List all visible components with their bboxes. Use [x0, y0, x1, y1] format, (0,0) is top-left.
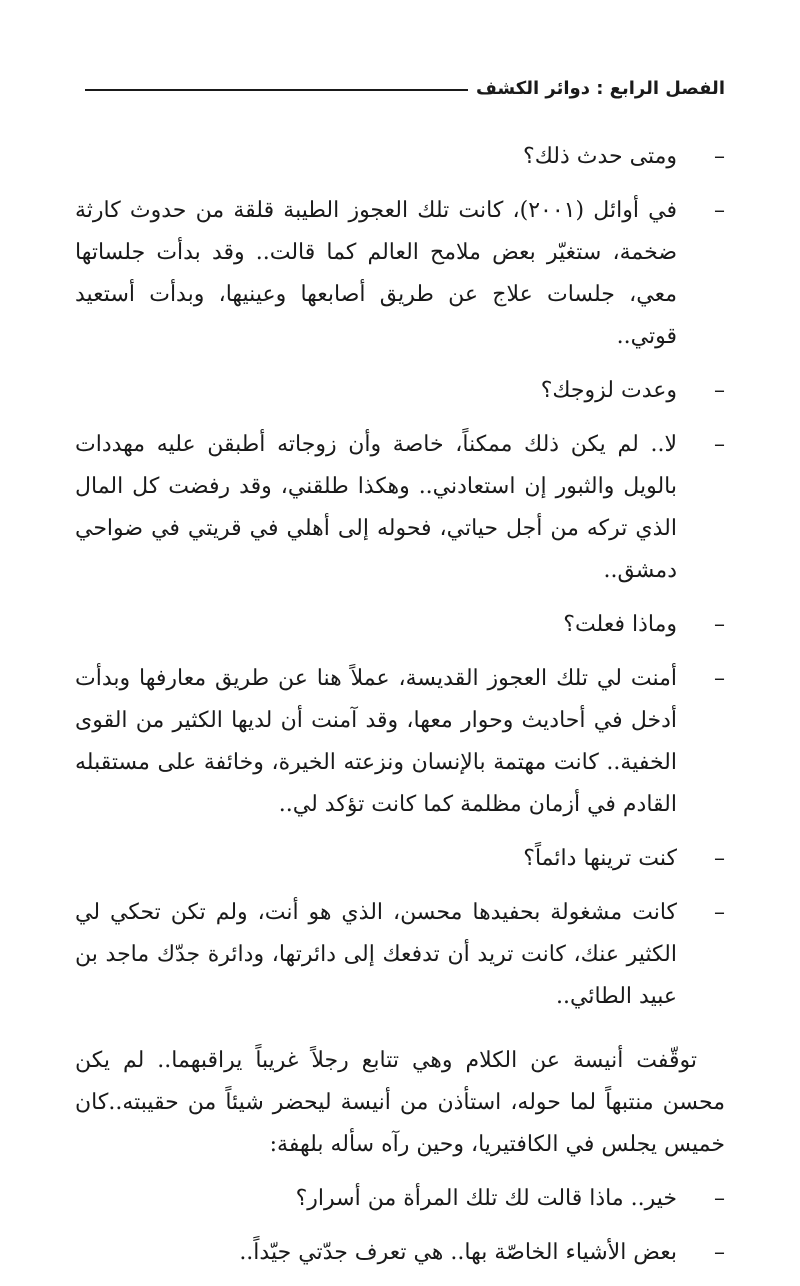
dialogue-text: في أوائل (٢٠٠١)، كانت تلك العجوز الطيبة قلقة من حدوث كارثة ضخمة، ستغيّر بعض ملامح العالم كما قالت.. وقد بدأت جلساتها معي، جلسات علاج عن طريق أصابعها وعينيها، وبدأت أستعيد قوتي..: [75, 198, 677, 349]
dialogue-text: بعض الأشياء الخاصّة بها.. هي تعرف جدّتي جيّداً..: [239, 1240, 677, 1265]
dialogue-dash: –: [714, 666, 725, 691]
running-header: [85, 78, 725, 99]
dialogue-text: كنت ترينها دائماً؟: [523, 846, 677, 871]
dialogue-text: خير.. ماذا قالت لك تلك المرأة من أسرار؟: [295, 1186, 677, 1211]
dialogue-line: [75, 370, 725, 412]
dialogue-line: [75, 838, 725, 880]
chapter-title: الفصل الرابع : دوائر الكشف: [475, 78, 725, 99]
dialogue-line: [75, 658, 725, 826]
dialogue-line: [75, 892, 725, 1018]
dialogue-line: [75, 190, 725, 358]
dialogue-dash: –: [714, 900, 725, 925]
dialogue-line: [75, 604, 725, 646]
dialogue-dash: –: [714, 144, 725, 169]
dialogue-dash: –: [714, 1240, 725, 1265]
dialogue-text: أمنت لي تلك العجوز القديسة، عملاً هنا عن طريق معارفها وبدأت أدخل في أحاديث وحوار معها، وقد آمنت أن لديها الكثير من القوى الخفية.. كانت مهتمة بالإنسان ونزعته الخيرة، وخائفة على مستقبله القادم في أزمان مظلمة كما كانت تؤكد لي..: [75, 666, 677, 817]
dialogue-dash: –: [714, 1186, 725, 1211]
dialogue-dash: –: [714, 846, 725, 871]
dialogue-dash: –: [714, 612, 725, 637]
header-rule: [85, 89, 468, 91]
dialogue-text: وعدت لزوجك؟: [540, 378, 677, 403]
dialogue-dash: –: [714, 198, 725, 223]
dialogue-text: ومتى حدث ذلك؟: [523, 144, 677, 169]
dialogue-text: لا.. لم يكن ذلك ممكناً، خاصة وأن زوجاته أطبقن عليه مهددات بالويل والثبور إن استعادني.. وهكذا طلقني، وقد رفضت كل المال الذي تركه من أجل حياتي، فحوله إلى أهلي في قريتي في ضواحي دمشق..: [75, 432, 677, 583]
dialogue-line: [75, 1178, 725, 1220]
dialogue-text: كانت مشغولة بحفيدها محسن، الذي هو أنت، ولم تكن تحكي لي الكثير عنك، كانت تريد أن تدفعك إلى دائرتها، ودائرة جدّك ماجد بن عبيد الطائي..: [75, 900, 677, 1009]
dialogue-line: [75, 1232, 725, 1274]
dialogue-line: [75, 424, 725, 592]
dialogue-dash: –: [714, 378, 725, 403]
dialogue-line: [75, 136, 725, 178]
dialogue-text: وماذا فعلت؟: [563, 612, 677, 637]
narrative-paragraph: توقّفت أنيسة عن الكلام وهي تتابع رجلاً غريباً يراقبهما.. لم يكن محسن منتبهاً لما حوله، استأذن من أنيسة ليحضر شيئاً من حقيبته..كان خميس يجلس في الكافتيريا، وحين رآه سأله بلهفة:: [75, 1048, 725, 1157]
dialogue-dash: –: [714, 432, 725, 457]
page-content: [75, 136, 725, 1286]
